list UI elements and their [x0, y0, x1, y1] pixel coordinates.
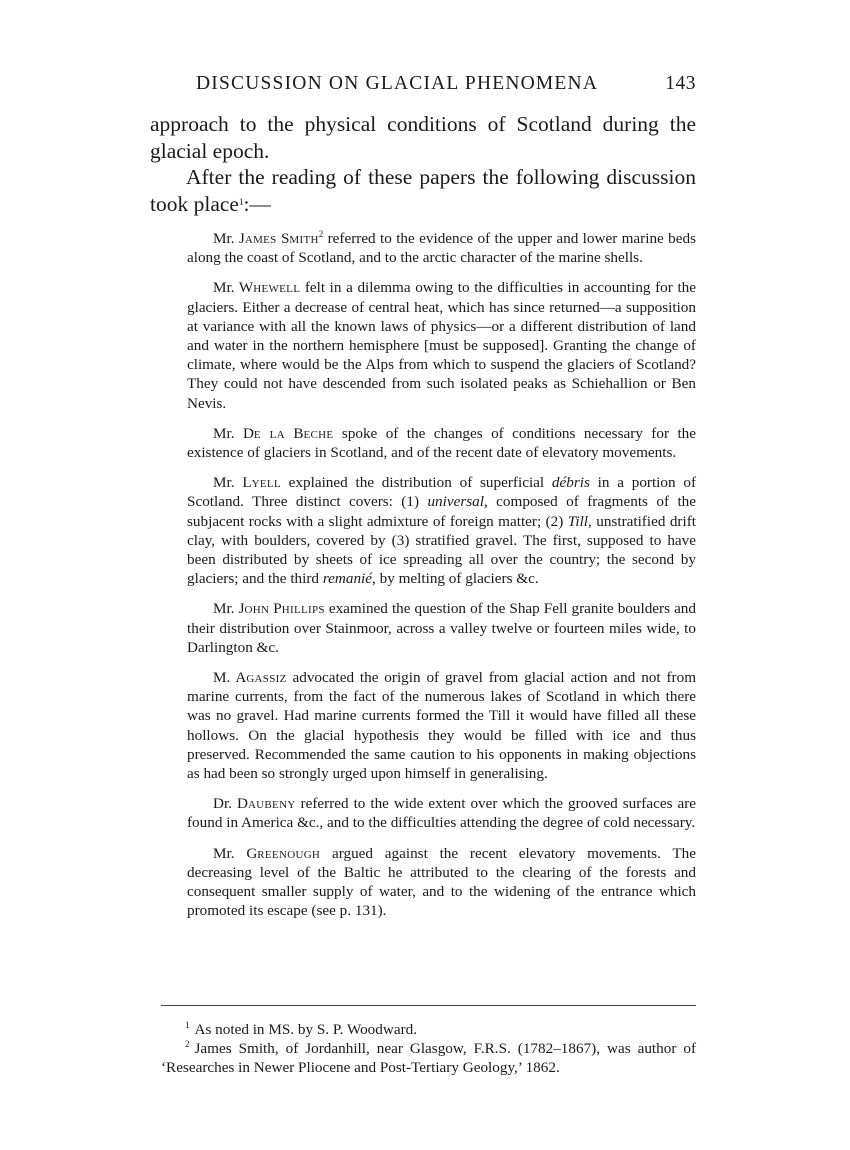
discussion-lead-text: After the reading of these papers the following discussion took place: [150, 165, 696, 216]
speaker-name-part: reenough: [257, 844, 321, 862]
footnote-1: [161, 1020, 696, 1039]
speaker-paragraph-smith: [187, 229, 696, 267]
speaker-name-part: D: [242, 424, 254, 442]
speaker-name-part: P: [269, 600, 282, 618]
speaker-name: [242, 474, 281, 491]
continuation-paragraph: approach to the physical conditions of Scotland during the glacial epoch.: [150, 112, 696, 163]
speaker-title: Mr.: [213, 424, 235, 442]
footnote-2: [161, 1039, 696, 1077]
footnote-text: James Smith, of Jordanhill, near Glasgow, F.R.S. (1782–1867), was author of ‘Researches in Newer Pliocene and Post-Tertiary Geology,’ 1862.: [161, 1040, 696, 1076]
speaker-name: [239, 279, 300, 296]
footnote-ref-1: 1: [238, 196, 244, 207]
speaker-name-part: J: [238, 230, 245, 247]
speaker-remarks: spoke of the changes of conditions necessary for the existence of glaciers in Scotland, and of the recent date of elevatory movements.: [187, 424, 696, 462]
speaker-title: Mr.: [213, 279, 235, 297]
speaker-name: [239, 600, 325, 617]
discussion-lead-paragraph: [150, 164, 696, 217]
speaker-name-part: D: [236, 795, 248, 813]
speaker-paragraph-greenough: [187, 844, 696, 921]
speaker-name-part: mith: [289, 230, 319, 247]
footnote-mark: 1: [185, 1020, 190, 1030]
footnote-mark: 2: [185, 1039, 190, 1049]
discussion-body: [187, 229, 696, 932]
speaker-remarks: advocated the origin of gravel from glacial action and not from marine currents, from the fact of the numerous lakes of Scotland in which there was no gravel. Had marine currents formed the Till it would have filled all these hollows. On the glacial hypothesis they would be filled with ice and thus preserved. Recommended the same caution to his opponents in making objections as had been so strongly urged upon himself in generalising.: [187, 669, 697, 783]
speaker-name-part: W: [238, 279, 254, 297]
speaker-paragraph-daubeny: [187, 794, 696, 832]
speaker-title: Mr.: [213, 230, 235, 247]
speaker-remarks: examined the question of the Shap Fell granite boulders and their distribution over Stainmoor, across a valley twelve or fourteen miles wide, to Darlington &c.: [187, 600, 696, 656]
speaker-name-part: aubeny: [247, 795, 296, 813]
running-head: [196, 72, 696, 96]
speaker-name-part: A: [235, 669, 247, 687]
speaker-remarks: explained the distribution of superficial: [280, 474, 552, 492]
speaker-remarks: in a portion of Scotland. Three distinct covers: (1): [187, 474, 697, 511]
speaker-name: [243, 425, 333, 442]
speaker-title: Mr.: [213, 474, 235, 492]
italic-term: Till,: [567, 512, 592, 530]
intro-text: [150, 111, 696, 217]
speaker-remarks: referred to the evidence of the upper and lower marine beds along the coast of Scotland, and to the arctic character of the marine shells.: [187, 230, 696, 267]
speaker-title: Mr.: [213, 844, 235, 862]
italic-term: débris: [551, 474, 590, 492]
speaker-name-part: yell: [251, 474, 281, 492]
italic-term: remanié,: [322, 570, 376, 588]
speaker-paragraph-lyell: [187, 473, 696, 588]
speaker-remarks: by melting of glaciers &c.: [375, 570, 539, 588]
speaker-paragraph-phillips: [187, 599, 696, 657]
speaker-paragraph-de-la-beche: [187, 424, 696, 462]
speaker-title: M.: [213, 669, 231, 687]
speaker-name-part: ames: [244, 230, 277, 247]
speaker-remarks: unstratified drift clay, with boulders, covered by (3) stratified gravel. The first, supposed to have been distributed by sheets of ice spreading all over the country; the second by glaciers; and the third: [187, 512, 696, 588]
speaker-remarks: argued against the recent elevatory movements. The decreasing level of the Baltic he attributed to the clearing of the forests and consequent smaller supply of water, and to the widening of the entrance which promoted its escape (see p. 131).: [187, 844, 696, 920]
speaker-name-part: ohn: [244, 600, 270, 618]
speaker-remarks: referred to the wide extent over which the grooved surfaces are found in America &c., and to the difficulties attending the degree of cold necessary.: [187, 795, 697, 832]
running-head-title: DISCUSSION ON GLACIAL PHENOMENA: [196, 73, 599, 94]
speaker-paragraph-agassiz: [187, 668, 696, 783]
footnote-ref-2: 2: [318, 229, 324, 239]
speaker-name: [237, 795, 296, 812]
footnote-text: As noted in MS. by S. P. Woodward.: [194, 1021, 418, 1038]
speaker-name: [235, 669, 286, 686]
speaker-title: Mr.: [213, 600, 235, 618]
speaker-name-part: eche: [303, 424, 334, 442]
speaker-name-part: J: [238, 600, 245, 618]
footnote-rule: [161, 1005, 696, 1006]
speaker-paragraph-whewell: [187, 278, 696, 412]
speaker-name-part: S: [276, 230, 290, 247]
speaker-name-part: hillips: [281, 600, 325, 618]
speaker-name-part: e la: [253, 424, 285, 442]
speaker-name-part: G: [246, 844, 258, 862]
italic-term: universal,: [427, 493, 488, 511]
discussion-lead-end: :—: [243, 191, 271, 216]
page-number: 143: [665, 73, 696, 94]
speaker-name: [239, 230, 319, 247]
speaker-name-part: gassiz: [246, 669, 287, 687]
speaker-name-part: L: [242, 474, 252, 492]
speaker-name: [246, 845, 320, 862]
speaker-name-part: B: [284, 424, 304, 442]
footnotes: [161, 1020, 696, 1077]
speaker-remarks: felt in a dilemma owing to the difficulties in accounting for the glaciers. Either a decrease of central heat, which has since returned—a supposition at variance with all the known laws of physics—or a different distribution of land and water in the northern hemisphere [must be supposed]. Granting the change of climate, where would be the Alps from which to suspend the glaciers of Scotland? They could not have descended from such isolated peaks as Schiehallion or Ben Nevis.: [187, 279, 696, 412]
speaker-name-part: hewell: [253, 279, 301, 297]
speaker-title: Dr.: [213, 795, 232, 813]
speaker-remarks: composed of fragments of the subjacent rocks with a slight admixture of foreign matter; (2): [187, 493, 696, 530]
